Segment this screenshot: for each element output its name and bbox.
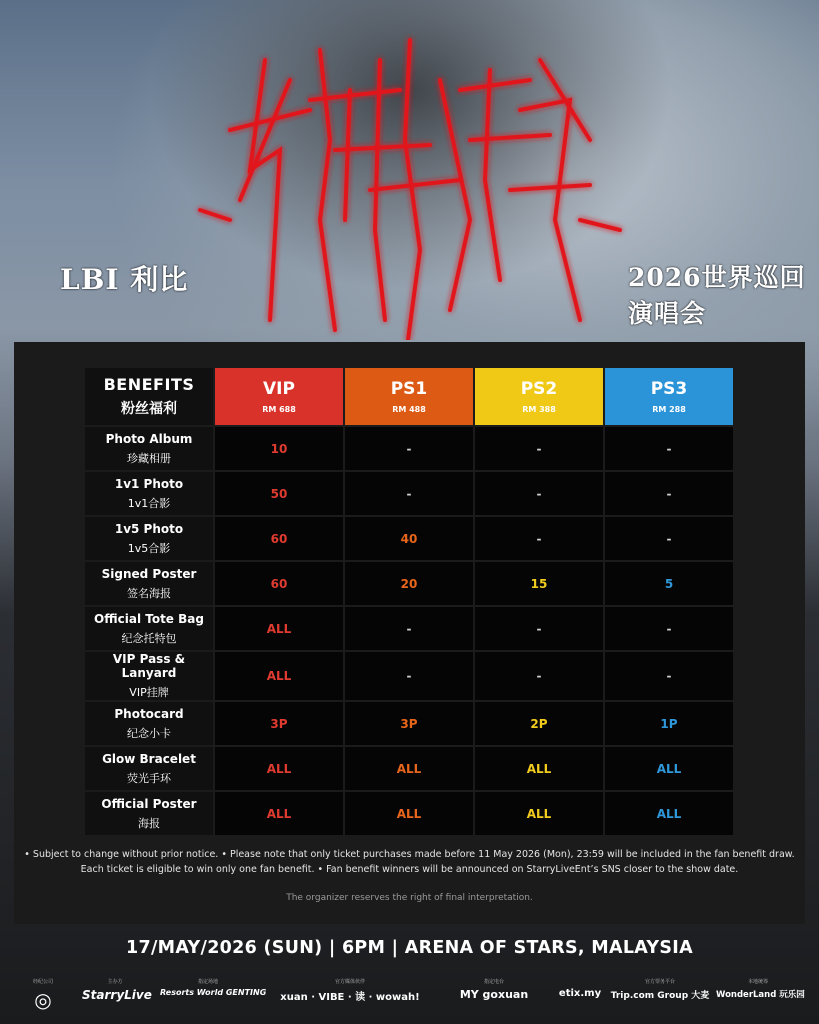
benefits-panel <box>14 342 805 924</box>
sponsor-caption: 主办方 <box>107 979 123 985</box>
benefit-cell-vip: ALL <box>215 607 343 650</box>
benefit-label-zh: 海报 <box>138 816 160 830</box>
benefit-cell-vip: ALL <box>215 792 343 835</box>
goxuan-logo: MY goxuan <box>459 988 529 1001</box>
sponsor-venue <box>160 978 267 997</box>
tier-name: PS3 <box>650 379 688 399</box>
benefit-cell-ps2: - <box>475 652 603 700</box>
benefit-label <box>85 702 213 745</box>
tier-price: RM 488 <box>392 405 426 414</box>
benefit-label-zh: 纪念托特包 <box>121 631 177 645</box>
benefit-label-zh: 珍藏相册 <box>127 451 171 465</box>
calligraphy-title-icon <box>170 20 650 340</box>
benefit-cell-vip: 50 <box>215 472 343 515</box>
benefit-label-en: Signed Poster <box>101 566 197 581</box>
benefit-label-en: VIP Pass & Lanyard <box>112 652 186 680</box>
benefit-cell-ps1: - <box>345 472 473 515</box>
benefit-cell-vip: ALL <box>215 652 343 700</box>
tour-name: 2026世界巡回演唱会 <box>628 263 806 328</box>
agency-logo-icon: ◎ <box>34 988 52 1012</box>
sponsor-row <box>0 978 819 1024</box>
sponsor-caption: 指定电台 <box>483 979 504 985</box>
benefit-cell-ps3: ALL <box>605 792 733 835</box>
wonderland-logo: WonderLand 玩乐园 <box>716 990 805 1000</box>
table-row <box>85 472 733 515</box>
benefit-cell-ps2: - <box>475 607 603 650</box>
etix-logo: etix.my <box>558 988 602 999</box>
tier-vip <box>215 368 343 425</box>
notes <box>14 847 805 877</box>
sponsor-media <box>262 978 438 1003</box>
note-line-1: • Subject to change without prior notice. • Please note that only ticket purchases made before 11 May 2026 (Mon), 23:59 will be included in the fan benefit draw. <box>24 849 795 860</box>
sponsor-local <box>716 978 805 1000</box>
benefit-label-zh: 荧光手环 <box>127 771 171 785</box>
benefit-cell-vip: 10 <box>215 427 343 470</box>
benefit-cell-ps2: ALL <box>475 747 603 790</box>
benefit-cell-ps1: 40 <box>345 517 473 560</box>
sponsor-organizer <box>82 978 152 1002</box>
sponsor-caption <box>554 978 606 988</box>
benefit-cell-vip: 60 <box>215 562 343 605</box>
benefit-cell-vip: 60 <box>215 517 343 560</box>
benefit-cell-vip: 3P <box>215 702 343 745</box>
table-row <box>85 652 733 700</box>
benefit-cell-ps3: 5 <box>605 562 733 605</box>
benefit-cell-ps1: 3P <box>345 702 473 745</box>
table-row <box>85 562 733 605</box>
benefit-label-zh: 1v1合影 <box>127 496 171 510</box>
table-row <box>85 792 733 835</box>
benefits-header-en: BENEFITS <box>103 375 195 394</box>
benefit-cell-ps1: ALL <box>345 792 473 835</box>
tripcom-damai-logo: Trip.com Group 大麦 <box>610 991 710 1001</box>
benefits-header <box>85 368 213 425</box>
benefit-label <box>85 427 213 470</box>
artist-name: LBI 利比 <box>60 263 189 296</box>
benefit-cell-ps1: ALL <box>345 747 473 790</box>
benefit-cell-ps2: ALL <box>475 792 603 835</box>
table-row <box>85 702 733 745</box>
benefit-label-en: 1v5 Photo <box>114 521 184 536</box>
sponsor-radio <box>448 978 540 1001</box>
tier-ps3 <box>605 368 733 425</box>
benefit-cell-ps2: - <box>475 427 603 470</box>
event-info: 17/MAY/2026 (SUN) | 6PM | ARENA OF STARS, MALAYSIA <box>126 938 693 958</box>
organizer-note: The organizer reserves the right of final interpretation. <box>286 893 533 903</box>
tier-price: RM 388 <box>522 405 556 414</box>
tier-ps2 <box>475 368 603 425</box>
benefit-cell-ps1: - <box>345 607 473 650</box>
benefit-label <box>85 562 213 605</box>
sponsor-caption: 本地统筹 <box>747 979 768 985</box>
benefit-label-zh: 纪念小卡 <box>127 726 171 740</box>
resorts-world-logo: Resorts World GENTING <box>160 988 267 997</box>
note-line-2: Each ticket is eligible to win only one fan benefit. • Fan benefit winners will be announced on StarryLiveEnt’s SNS closer to the show date. <box>80 864 739 875</box>
benefit-label-zh: 1v5合影 <box>127 541 171 555</box>
benefit-cell-ps3: - <box>605 652 733 700</box>
benefit-label-en: Photo Album <box>105 431 193 446</box>
benefit-cell-ps2: 15 <box>475 562 603 605</box>
tier-price: RM 288 <box>652 405 686 414</box>
benefit-cell-ps3: - <box>605 517 733 560</box>
media-partner-logos: xuan · VIBE · 读 · wowah! <box>280 992 420 1003</box>
benefit-cell-ps1: - <box>345 652 473 700</box>
sponsor-caption: 指定场地 <box>197 979 218 985</box>
benefit-label-en: Glow Bracelet <box>102 751 196 766</box>
benefit-label-zh: 签名海报 <box>127 586 171 600</box>
starrylive-logo: StarryLive <box>82 988 152 1002</box>
benefits-table <box>83 366 735 837</box>
benefit-cell-ps1: - <box>345 427 473 470</box>
benefits-header-zh: 粉丝福利 <box>121 401 177 417</box>
benefit-label-zh: VIP挂牌 <box>129 686 169 699</box>
benefit-label-en: Photocard <box>114 706 184 721</box>
benefit-cell-ps1: 20 <box>345 562 473 605</box>
benefit-cell-ps3: - <box>605 472 733 515</box>
tier-name: VIP <box>263 379 295 399</box>
sponsor-caption: 官方媒体伙伴 <box>334 979 365 985</box>
benefit-label-en: Official Tote Bag <box>94 611 204 626</box>
tier-name: PS1 <box>390 379 428 399</box>
table-row <box>85 747 733 790</box>
benefit-label <box>85 607 213 650</box>
sponsor-agency <box>28 978 58 1012</box>
benefit-cell-ps2: - <box>475 472 603 515</box>
benefit-label-en: 1v1 Photo <box>114 476 184 491</box>
table-row <box>85 517 733 560</box>
benefit-cell-ps3: - <box>605 607 733 650</box>
benefit-cell-ps3: ALL <box>605 747 733 790</box>
benefit-cell-ps3: 1P <box>605 702 733 745</box>
benefit-label-en: Official Poster <box>101 796 197 811</box>
benefit-label <box>85 472 213 515</box>
benefit-label <box>85 792 213 835</box>
benefit-cell-ps2: - <box>475 517 603 560</box>
benefit-label <box>85 747 213 790</box>
table-row <box>85 427 733 470</box>
benefit-cell-vip: ALL <box>215 747 343 790</box>
tier-name: PS2 <box>520 379 558 399</box>
benefit-cell-ps2: 2P <box>475 702 603 745</box>
sponsor-caption: 经纪公司 <box>32 979 53 985</box>
sponsor-caption: 官方票务平台 <box>644 979 675 985</box>
sponsor-ticketing <box>610 978 710 1001</box>
benefit-label <box>85 517 213 560</box>
tier-ps1 <box>345 368 473 425</box>
benefit-cell-ps3: - <box>605 427 733 470</box>
tier-price: RM 688 <box>262 405 296 414</box>
hero-title-artwork <box>170 20 650 340</box>
sponsor-etix <box>554 978 606 999</box>
table-row <box>85 607 733 650</box>
benefit-label <box>85 652 213 700</box>
